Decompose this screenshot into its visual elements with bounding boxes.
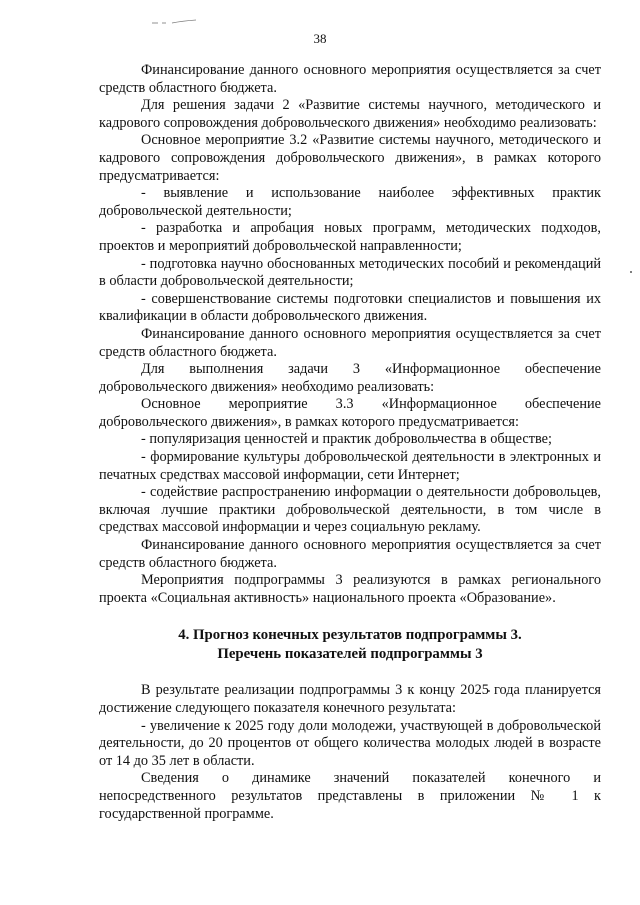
- paragraph: Для решения задачи 2 «Развитие системы научного, методического и кадрового сопровождения добровольческого движения» необходимо реализовать:: [99, 97, 601, 131]
- document-body: [99, 62, 601, 823]
- list-item: - подготовка научно обоснованных методических пособий и рекомендаций в области добровольческой деятельности;: [99, 255, 601, 290]
- paragraph: Основное мероприятие 3.3 «Информационное обеспечение добровольческого движения», в рамках которого предусматривается:: [99, 396, 601, 430]
- scan-dot: [630, 271, 632, 273]
- scan-artifact-mark: [152, 19, 196, 25]
- paragraph: Финансирование данного основного мероприятия осуществляется за счет средств областного бюджета.: [99, 325, 601, 360]
- section-heading-line1: 4. Прогноз конечных результатов подпрограммы 3.: [178, 627, 522, 644]
- list-item: - увеличение к 2025 году доли молодежи, участвующей в добровольческой деятельности, до 20 процентов от общего количества молодых людей в возрасте от 14 до 35 лет в области.: [99, 717, 601, 769]
- paragraph: Для выполнения задачи 3 «Информационное обеспечение добровольческого движения» необходимо реализовать:: [99, 361, 601, 395]
- paragraph: Финансирование данного основного мероприятия осуществляется за счет средств областного бюджета.: [99, 537, 601, 571]
- list-item: - популяризация ценностей и практик добровольчества в обществе;: [141, 431, 552, 448]
- list-item: - выявление и использование наиболее эффективных практик добровольческой деятельности;: [99, 185, 601, 219]
- paragraph: Сведения о динамике значений показателей конечного и непосредственного результатов представлены в приложении № 1 к государственной программе.: [99, 770, 601, 822]
- paragraph: Основное мероприятие 3.2 «Развитие системы научного, методического и кадрового сопровождения добровольческого движения», в рамках которого предусматривается:: [99, 132, 601, 184]
- paragraph: В результате реализации подпрограммы 3 к концу 2025 года планируется достижение следующего показателя конечного результата:: [99, 682, 601, 716]
- list-item: - формирование культуры добровольческой деятельности в электронных и печатных средствах массовой информации, сети Интернет;: [99, 449, 601, 483]
- section-heading-line2: Перечень показателей подпрограммы 3: [217, 645, 483, 662]
- section-heading: [99, 626, 601, 663]
- page-number: 38: [313, 31, 327, 46]
- paragraph: Мероприятия подпрограммы 3 реализуются в рамках регионального проекта «Социальная активность» национального проекта «Образование».: [99, 572, 601, 606]
- paragraph: Финансирование данного основного мероприятия осуществляется за счет средств областного бюджета.: [99, 62, 601, 96]
- list-item: - разработка и апробация новых программ, методических подходов, проектов и мероприятий добровольческой направленности;: [99, 220, 601, 254]
- list-item: - содействие распространению информации о деятельности добровольцев, включая лучшие практики добровольческой деятельности, в том числе в средствах массовой информации и через социальную рекламу.: [99, 484, 601, 536]
- list-item: - совершенствование системы подготовки специалистов и повышения их квалификации в области добровольческого движения.: [99, 290, 601, 325]
